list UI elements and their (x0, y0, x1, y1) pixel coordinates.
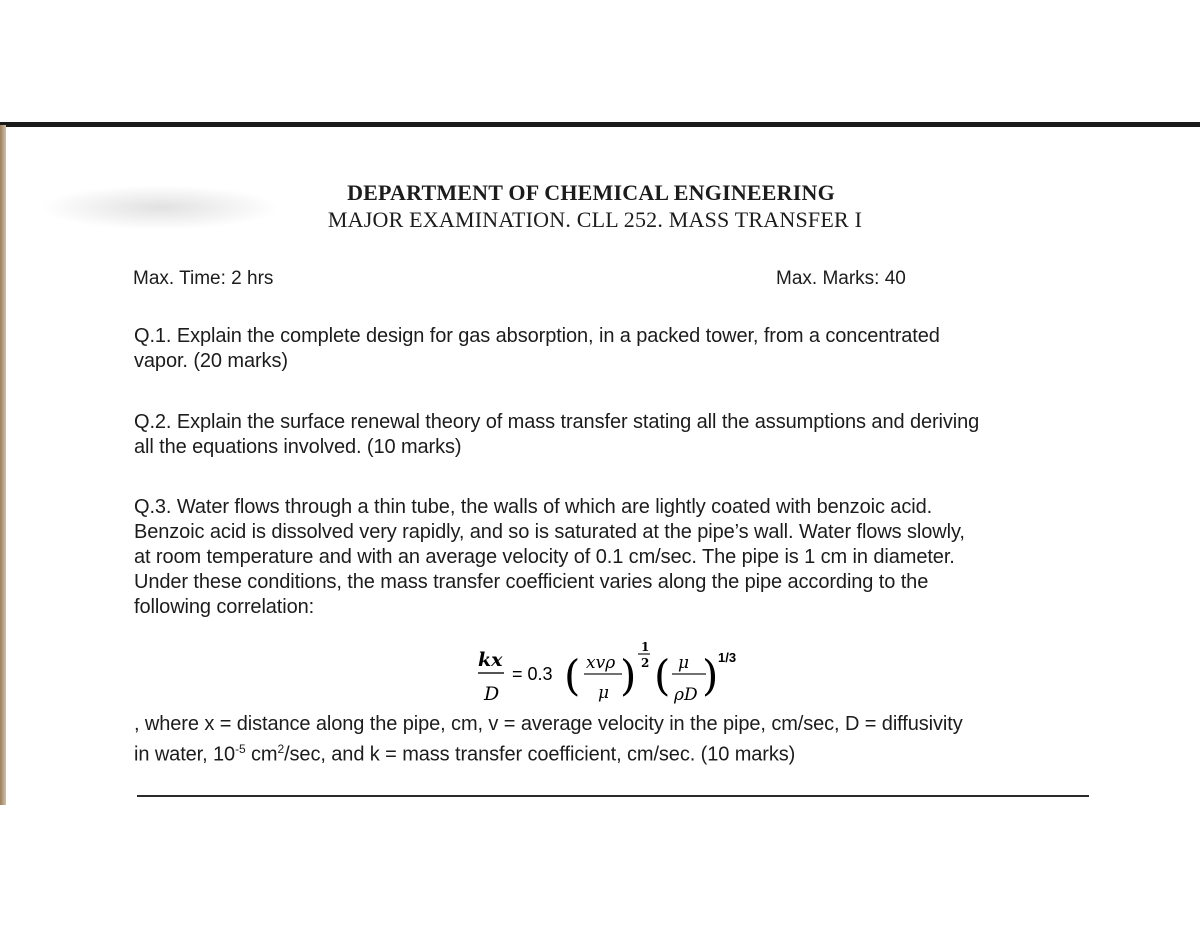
question-1-line-2: vapor. (20 marks) (134, 350, 288, 372)
question-3-line-2: Benzoic acid is dissolved very rapidly, and so is saturated at the pipe’s wall. Water flows slowly, (134, 521, 965, 543)
question-3-line-3: at room temperature and with an average velocity of 0.1 cm/sec. The pipe is 1 cm in diameter. (134, 546, 955, 568)
question-3-definitions (134, 712, 1084, 768)
term1-denominator: μ (598, 683, 610, 703)
question-3 (134, 495, 1084, 620)
department-heading: DEPARTMENT OF CHEMICAL ENGINEERING (347, 180, 835, 205)
paren-close-1: ) (620, 651, 637, 700)
paren-open-2: ( (654, 651, 671, 700)
question-2-line-2: all the equations involved. (10 marks) (134, 436, 462, 458)
definitions-unit: cm (245, 743, 278, 766)
top-rule (0, 122, 1200, 127)
max-marks: Max. Marks: 40 (776, 268, 906, 289)
definitions-line-2 (134, 737, 1084, 768)
term1-exponent-numerator: 1 (641, 640, 650, 654)
definitions-suffix: /sec, and k = mass transfer coefficient, cm/sec. (10 marks) (284, 743, 796, 766)
definitions-line-1: , where x = distance along the pipe, cm, v = average velocity in the pipe, cm/sec, D = diffusivity (134, 713, 963, 735)
term1-exponent-denominator: 2 (641, 656, 650, 670)
definitions-prefix: in water, 10 (134, 743, 236, 766)
exam-title: MAJOR EXAMINATION. CLL 252. MASS TRANSFER I (327, 207, 863, 232)
formula-lhs-numerator: kx (478, 649, 503, 671)
bottom-rule (137, 795, 1089, 797)
term2-exponent: 1/3 (718, 650, 737, 665)
term2-numerator: μ (678, 653, 690, 673)
unit-exponent: 2 (277, 742, 285, 756)
formula-lhs-denominator: D (484, 683, 500, 705)
formula-equals: = 0.3 (512, 664, 553, 684)
question-3-line-1: Q.3. Water flows through a thin tube, the walls of which are lightly coated with benzoic acid. (134, 496, 933, 518)
term1-numerator: xvρ (586, 653, 616, 673)
question-2 (134, 410, 1084, 460)
question-2-line-1: Q.2. Explain the surface renewal theory of mass transfer stating all the assumptions and deriving (134, 411, 980, 433)
diffusivity-exponent: -5 (235, 742, 246, 756)
term2-denominator: ρD (674, 685, 698, 705)
paren-close-2: ) (702, 651, 719, 700)
mass-transfer-correlation (478, 640, 758, 710)
question-1 (134, 324, 1084, 374)
paren-open-1: ( (564, 651, 581, 700)
question-3-line-4: Under these conditions, the mass transfer coefficient varies along the pipe according to the (134, 571, 929, 593)
max-time: Max. Time: 2 hrs (133, 268, 274, 289)
question-1-line-1: Q.1. Explain the complete design for gas absorption, in a packed tower, from a concentrated (134, 325, 940, 347)
question-3-line-5: following correlation: (134, 596, 315, 618)
